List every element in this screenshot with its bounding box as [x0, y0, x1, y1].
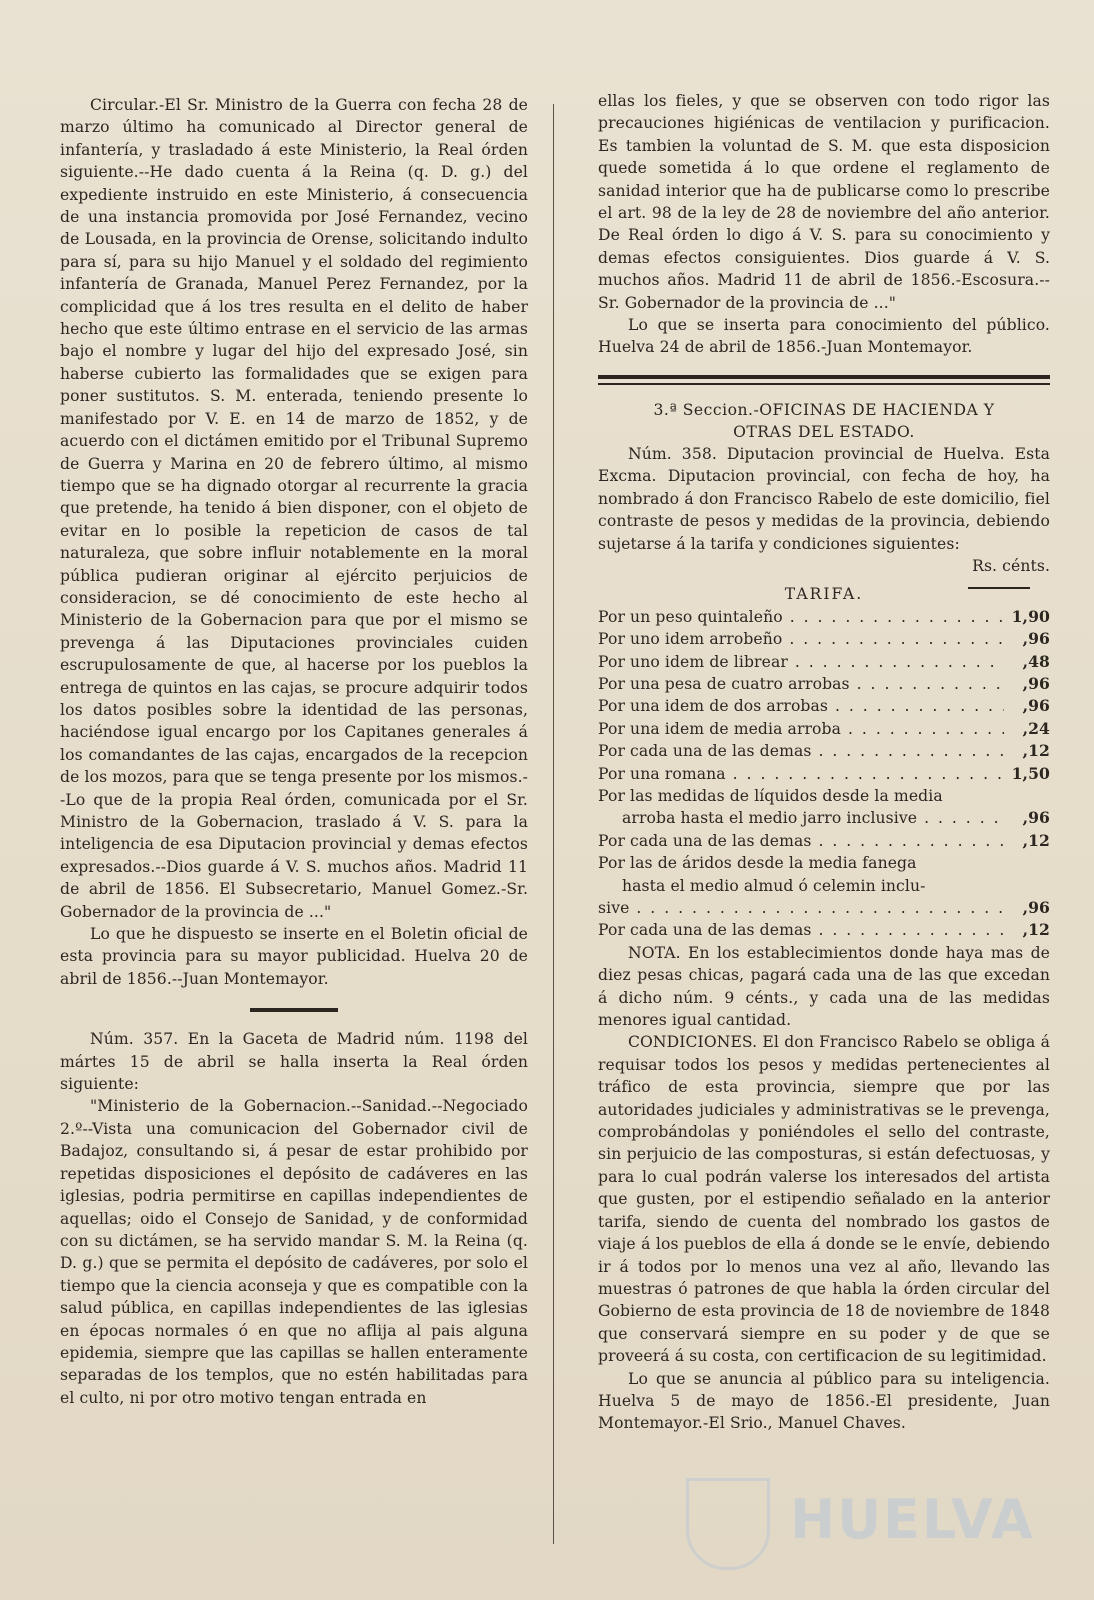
num357-body: "Ministerio de la Gobernacion.--Sanidad.--Negociado 2.º--Vista una comunicacion del Gobernador civil de Badajoz, consultando si, á pesar de estar prohibido por repetidas disposiciones el depósito de cadáveres en las iglesias, podria permitirse en capillas independientes de aquellas; oido el Consejo de Sanidad, y de conformidad con su dictámen, se ha servido mandar S. M. la Reina (q. D. g.) que se permita el depósito de cadáveres, por solo el tiempo que la ciencia aconseja y que es compatible con la salud pública, en capillas independientes de las iglesias en épocas normales ó en que no aflija al pais alguna epidemia, siempre que las capillas se hallen enteramente separadas de los templos, que no estén habilitadas para el culto, ni por otro motivo tengan entrada en — [60, 1097, 528, 1407]
tarifa-title-text: TARIFA. — [784, 585, 864, 604]
section-heading-line1: 3.ª Seccion.-OFICINAS DE HACIENDA Y — [653, 400, 995, 419]
tarifa-row-label: Por un peso quintaleño . . . — [598, 606, 1004, 628]
value-column-rule — [968, 587, 1030, 589]
currency-label: Rs. cénts. — [972, 556, 1050, 575]
publication-note: Lo que se inserta para conocimiento del público. Huelva 24 de abril de 1856.-Juan Montemayor. — [598, 316, 1050, 357]
condiciones-paragraph: CONDICIONES. El don Francisco Rabelo se obliga á requisar todos los pesos y medidas pertenecientes al tráfico de esta provincia, siempre que por las autoridades judiciales y administrativas se le prevenga, comprobándolas y poniéndoles el sello del contraste, sin perjuicio de las composturas, si están defectuosas, y para lo cual podrán valerse los interesados del artista que gusten, por el estipendio señalado en la anterior tarifa, siendo de cuenta del nombrado los gastos de viaje á los pueblos de ella á donde se le envíe, debiendo ir á todos por lo menos una vez al año, llevando las muestras ó patrones de que habla la órden circular del Gobierno de esta provincia de 18 de noviembre de 1848 que conservará siempre en su poder y de que se proveerá á su costa, con certificacion de su legitimidad. — [598, 1033, 1050, 1366]
section-heading-line2: OTRAS DEL ESTADO. — [733, 422, 915, 441]
tarifa-row-label: Por uno idem arrobeño . . . — [598, 628, 1004, 650]
tarifa-row — [598, 718, 1050, 740]
tarifa-row — [598, 919, 1050, 941]
tarifa-row — [598, 673, 1050, 695]
tarifa-row-value: ,12 — [1022, 741, 1050, 761]
nota-paragraph: NOTA. En los establecimientos donde haya mas de diez pesas chicas, pagará cada una de las que excedan á dicho núm. 9 cénts., y cada una de las medidas menores igual cantidad. — [598, 943, 1050, 1030]
tarifa-row-liquidos — [598, 785, 1050, 807]
tarifa-row-label: Por uno idem de librear . . . — [598, 651, 1004, 673]
tarifa-row-value: ,48 — [1022, 651, 1050, 671]
left-column — [60, 94, 528, 1409]
tarifa-row-value: ,96 — [1022, 696, 1050, 716]
circular-paragraph: Circular.-El Sr. Ministro de la Guerra con fecha 28 de marzo último ha comunicado al Director general de infantería, y trasladado á este Ministerio, la Real órden siguiente.--He dado cuenta á la Reina (q. D. g.) del expediente instruido en este Ministerio, á consecuencia de una instancia promovida por José Fernandez, vecino de Lousada, en la provincia de Orense, solicitando indulto para sí, para su hijo Manuel y el soldado del regimiento infantería de Granada, Manuel Perez Fernandez, por la complicidad que á los tres resulta en el delito de haber hecho que este último entrase en el servicio de las armas bajo el nombre y lugar del hijo del expresado José, sin haberse cubierto las formalidades que se exigen para poner sustitutos. S. M. enterada, teniendo presente lo manifestado por V. E. en 14 de marzo de 1852, y de acuerdo con el dictámen emitido por el Tribunal Supremo de Guerra y Marina en 20 de febrero último, al mismo tiempo que se ha dignado otorgar al recurrente la gracia que pretende, ha tenido á bien disponer, con el objeto de evitar en lo posible la repeticion de casos de tal naturaleza, que sobre influir notablemente en la moral pública pudieran originar al ejército perjuicios de consideracion, se dé conocimiento de este hecho al Ministerio de la Gobernacion para que por el mismo se prevenga á las Diputaciones provinciales cuiden escrupulosamente de que, al hacerse por los pueblos la entrega de quintos en las cajas, se procure adquirir todos los datos posibles sobre la identidad de las personas, haciéndose igual encargo por los Capitanes generales á los comandantes de las cajas, encargados de la recepcion de los mozos, para que se tenga presente por los mismos.--Lo que de la propia Real órden, comunicada por el Sr. Ministro de la Gobernacion, traslado á V. S. para la inteligencia de esa Diputacion provincial y demas efectos expresados.--Dios guarde á V. S. muchos años. Madrid 11 de abril de 1856. El Subsecretario, Manuel Gomez.-Sr. Gobernador de la provincia de ..." — [60, 96, 528, 921]
tarifa-row — [598, 628, 1050, 650]
tarifa-title — [598, 583, 1050, 605]
tarifa-row-value: ,96 — [1022, 673, 1050, 693]
tarifa-row-value: ,96 — [1022, 898, 1050, 917]
tarifa-row-label: Por cada una de las demas . . . — [598, 919, 1004, 941]
tarifa-row-label: Por una idem de dos arrobas . . . — [598, 695, 1004, 717]
section-rule-thin — [598, 383, 1050, 385]
short-divider — [250, 1008, 338, 1012]
tarifa-row-label: Por cada una de las demas . . . — [598, 830, 1004, 852]
tarifa-table — [598, 606, 1050, 942]
tarifa-row-label: Por cada una de las demas . . . — [598, 740, 1004, 762]
library-seal-icon — [686, 1478, 770, 1570]
tarifa-row-value: ,96 — [1022, 808, 1050, 828]
closing-paragraph: Lo que se anuncia al público para su inteligencia. Huelva 5 de mayo de 1856.-El presidente, Juan Montemayor.-El Srio., Manuel Chaves. — [598, 1369, 1050, 1433]
tarifa-row — [598, 830, 1050, 852]
tarifa-row-aridos — [598, 852, 1050, 874]
tarifa-row-value: ,96 — [1022, 629, 1050, 649]
tarifa-row-label: Por una pesa de cuatro arrobas . . . — [598, 673, 1004, 695]
boletin-note: Lo que he dispuesto se inserte en el Boletin oficial de esta provincia para su mayor publicidad. Huelva 20 de abril de 1856.--Juan Montemayor. — [60, 925, 528, 988]
tarifa-row-label: sive . . . — [598, 897, 1004, 919]
num357-intro: Núm. 357. En la Gaceta de Madrid núm. 1198 del mártes 15 de abril se halla inserta la Real órden siguiente: — [60, 1030, 528, 1094]
library-watermark: HUELVA — [790, 1488, 1035, 1551]
section-heading — [598, 399, 1050, 443]
num358-paragraph: Núm. 358. Diputacion provincial de Huelva. Esta Excma. Diputacion provincial, con fecha de hoy, ha nombrado á don Francisco Rabelo de este domicilio, fiel contraste de pesos y medidas de la provincia, debiendo sujetarse á la tarifa y condiciones siguientes: — [598, 444, 1050, 553]
right-column — [598, 90, 1050, 1435]
tarifa-row-value: 1,50 — [1011, 763, 1050, 783]
tarifa-row-label: Por una idem de media arroba . . . — [598, 718, 1004, 740]
continuation-paragraph: ellas los fieles, y que se observen con todo rigor las precauciones higiénicas de ventilacion y purificacion. Es tambien la voluntad de S. M. que esta disposicion quede sometida á lo que ordene el reglamento de sanidad interior que ha de publicarse como lo prescribe el art. 98 de la ley de 28 de noviembre del año anterior. De Real órden lo digo á V. S. para su conocimiento y demas efectos consiguientes. Dios guarde á V. S. muchos años. Madrid 11 de abril de 1856.-Escosura.--Sr. Gobernador de la provincia de ..." — [598, 92, 1050, 312]
tarifa-row-value: 1,90 — [1011, 606, 1050, 626]
tarifa-row-label: arroba hasta el medio jarro inclusive . . . — [622, 807, 1004, 829]
tarifa-row-value: ,24 — [1022, 718, 1050, 738]
tarifa-row — [598, 606, 1050, 628]
tarifa-row — [598, 695, 1050, 717]
tarifa-row-aridos-end — [598, 897, 1050, 919]
section-rule-heavy — [598, 375, 1050, 379]
tarifa-row-label: Por una romana . . . — [598, 763, 1004, 785]
tarifa-row — [598, 740, 1050, 762]
tarifa-row-label: Por las de áridos desde la media fanega — [598, 854, 917, 873]
tarifa-row-value: ,12 — [1022, 830, 1050, 850]
tarifa-row-aridos-cont — [598, 875, 1050, 897]
tarifa-row-value: ,12 — [1022, 920, 1050, 940]
column-divider — [553, 104, 554, 1544]
tarifa-row-liquidos-cont — [598, 807, 1050, 829]
tarifa-row-label: Por las medidas de líquidos desde la media — [598, 786, 943, 805]
tarifa-row-label: hasta el medio almud ó celemin inclu- — [622, 876, 926, 895]
tarifa-row — [598, 651, 1050, 673]
tarifa-row — [598, 763, 1050, 785]
